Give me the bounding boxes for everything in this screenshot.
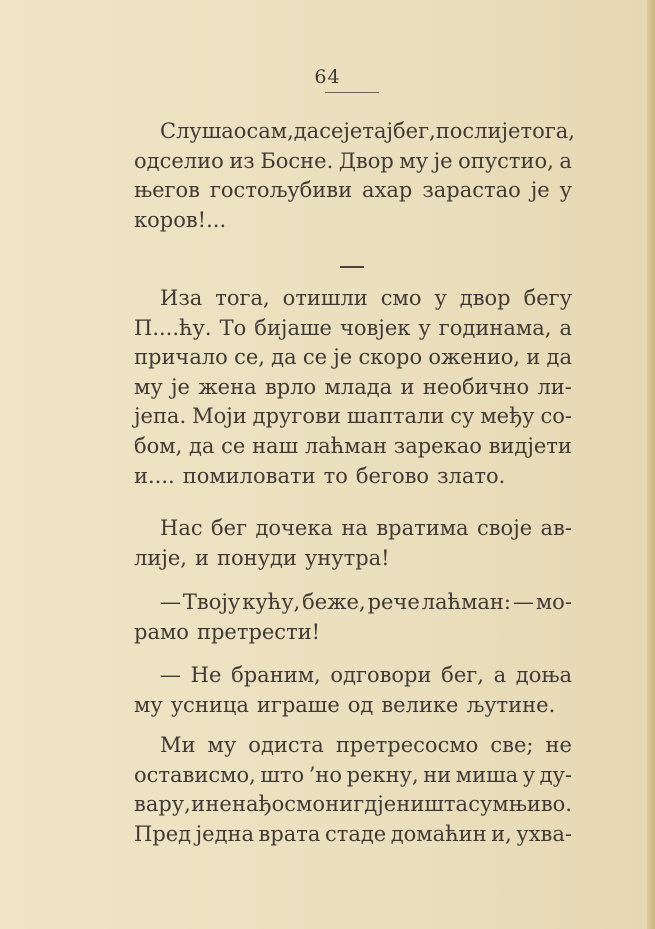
word: одиста <box>248 733 324 757</box>
word: скоро <box>358 345 423 370</box>
text-line <box>134 432 572 462</box>
word: му <box>207 733 237 757</box>
page-number: 64 <box>314 66 341 88</box>
text-line <box>134 462 572 492</box>
paragraph <box>134 588 572 647</box>
word: су <box>450 404 475 429</box>
word: усница <box>170 692 249 717</box>
word: необично <box>422 374 530 399</box>
page-number-rule <box>325 92 379 93</box>
word: стаде <box>324 821 387 846</box>
text-line <box>134 373 572 403</box>
text-line <box>134 618 572 648</box>
word: врло <box>264 374 317 399</box>
word: у <box>434 286 447 310</box>
word: бег, <box>441 663 484 687</box>
paragraph <box>134 284 572 491</box>
word: то <box>323 463 348 488</box>
word: претресосмо <box>335 733 479 757</box>
text-line <box>134 761 572 791</box>
text-line <box>134 206 572 236</box>
word: Твоју <box>182 590 241 614</box>
paragraph <box>134 731 572 849</box>
word: бегу <box>523 286 572 310</box>
word: рамо <box>134 619 189 644</box>
word: другови <box>252 404 341 429</box>
word: све; <box>490 733 534 757</box>
word: зарастао <box>422 178 521 203</box>
word: се <box>302 345 328 370</box>
word: тај <box>362 119 394 143</box>
text-line <box>134 147 572 177</box>
paragraph <box>134 661 572 720</box>
word: зарекао <box>393 433 482 458</box>
word: љутине. <box>466 692 556 717</box>
text-line <box>134 588 572 618</box>
word: на <box>341 516 368 540</box>
word: да <box>189 433 215 458</box>
word: рече <box>367 590 420 614</box>
word: Босне. <box>260 148 334 173</box>
text-line <box>134 691 572 721</box>
word: рекну, <box>346 762 419 787</box>
text-line <box>134 402 572 432</box>
word: млада <box>324 374 393 399</box>
word: браним, <box>231 663 321 687</box>
word: наш <box>252 433 299 458</box>
word: играше <box>256 692 340 717</box>
text-line <box>134 731 572 761</box>
word: лаћман: <box>421 590 511 614</box>
word: бом, <box>134 433 183 458</box>
word: ли- <box>537 374 572 399</box>
word: Пред <box>134 821 192 846</box>
word: беже, <box>302 590 366 614</box>
text-line <box>134 314 572 344</box>
word: ду- <box>539 762 572 787</box>
text-line <box>134 661 572 691</box>
word: ахар <box>362 178 413 203</box>
word: претрести! <box>196 619 321 644</box>
word: послије <box>435 119 521 143</box>
word: смо <box>380 286 422 310</box>
word: што <box>260 762 305 787</box>
word: унутра! <box>304 545 390 570</box>
word: ни <box>423 762 452 787</box>
word: бег, <box>393 119 436 143</box>
word: Слушао <box>160 119 247 143</box>
paragraph <box>134 514 572 573</box>
word: опустио, <box>458 148 554 173</box>
section-separator <box>340 266 364 268</box>
word: помиловати <box>182 463 316 488</box>
word: у <box>418 315 431 340</box>
word: ав- <box>540 516 572 540</box>
word: двор <box>459 286 511 310</box>
word: шаптали <box>346 404 445 429</box>
word: да <box>546 345 572 370</box>
word: и.... <box>134 463 175 488</box>
word: се <box>221 433 246 458</box>
word: — <box>160 663 181 687</box>
word: да <box>293 119 320 143</box>
text-line <box>134 343 572 373</box>
word: дочека <box>255 516 333 540</box>
word: причало <box>134 345 228 370</box>
page-edge <box>647 0 655 929</box>
word: не <box>205 792 232 817</box>
text-line <box>134 117 575 147</box>
word: ништа <box>396 792 469 817</box>
word: вару, <box>134 792 191 817</box>
word: човјек <box>339 315 411 340</box>
word: међу <box>480 404 535 429</box>
word: и <box>191 792 206 817</box>
word: оженио, <box>428 345 521 370</box>
word: му <box>399 148 429 173</box>
word: миша <box>455 762 519 787</box>
word: се, <box>234 345 265 370</box>
word: је <box>433 148 453 173</box>
word: велике <box>381 692 459 717</box>
word: Нас <box>160 516 203 540</box>
word: злато. <box>437 463 506 488</box>
word: тога, <box>520 119 575 143</box>
word: Иза <box>160 286 203 310</box>
word: не <box>545 733 572 757</box>
word: сам, <box>246 119 294 143</box>
word: а <box>493 663 507 687</box>
word: кућу, <box>242 590 301 614</box>
word: одселио <box>134 148 224 173</box>
text-line <box>134 544 572 574</box>
word: бег <box>211 516 248 540</box>
word: П....ћу. <box>134 315 212 340</box>
word: бегово <box>355 463 430 488</box>
word: а <box>559 148 572 173</box>
word: из <box>229 148 255 173</box>
word: Двор <box>338 148 394 173</box>
text-line <box>134 176 572 206</box>
word: вратима <box>376 516 469 540</box>
text-line <box>134 820 572 850</box>
word: и <box>194 545 209 570</box>
word: Моји <box>192 404 247 429</box>
word: је <box>530 178 550 203</box>
word: једна <box>195 821 255 846</box>
text-line <box>134 284 572 314</box>
word: бијаше <box>254 315 332 340</box>
word: со- <box>540 404 572 429</box>
word: То <box>219 315 247 340</box>
word: гостољубиви <box>209 178 353 203</box>
word: — <box>160 590 181 614</box>
word: — <box>512 590 534 614</box>
word: коров!... <box>134 207 227 232</box>
word: мо- <box>535 590 572 614</box>
word: се <box>319 119 344 143</box>
word: сумњиво. <box>468 792 572 817</box>
word: а <box>559 315 572 340</box>
word: своје <box>476 516 533 540</box>
word: јепа. <box>134 404 187 429</box>
word: понуди <box>216 545 297 570</box>
word: одговори <box>330 663 432 687</box>
word: да <box>271 345 297 370</box>
word: му <box>134 692 163 717</box>
word: у <box>559 178 572 203</box>
word: врата <box>258 821 321 846</box>
word: тога, <box>215 286 270 310</box>
word: остависмо, <box>134 762 256 787</box>
word: је <box>171 374 190 399</box>
word: лаћман <box>304 433 388 458</box>
word: је <box>333 345 353 370</box>
word: лије, <box>134 545 187 570</box>
word: његов <box>134 178 200 203</box>
text-line <box>134 514 572 544</box>
word: му <box>134 374 163 399</box>
word: жена <box>198 374 257 399</box>
word: домаћин <box>390 821 487 846</box>
text-line <box>134 790 572 820</box>
word: нигдје <box>325 792 397 817</box>
word: у <box>522 762 536 787</box>
word: је <box>343 119 363 143</box>
word: ’но <box>308 762 343 787</box>
word: отишли <box>282 286 368 310</box>
word: доња <box>515 663 572 687</box>
word: и <box>526 345 541 370</box>
word: ухва- <box>516 821 572 846</box>
word: годинама, <box>438 315 552 340</box>
word: и <box>400 374 415 399</box>
word: од <box>347 692 374 717</box>
word: нађосмо <box>232 792 326 817</box>
word: Не <box>190 663 222 687</box>
word: видјети <box>488 433 572 458</box>
word: Ми <box>160 733 196 757</box>
paragraph <box>134 117 575 235</box>
word: и, <box>491 821 512 846</box>
